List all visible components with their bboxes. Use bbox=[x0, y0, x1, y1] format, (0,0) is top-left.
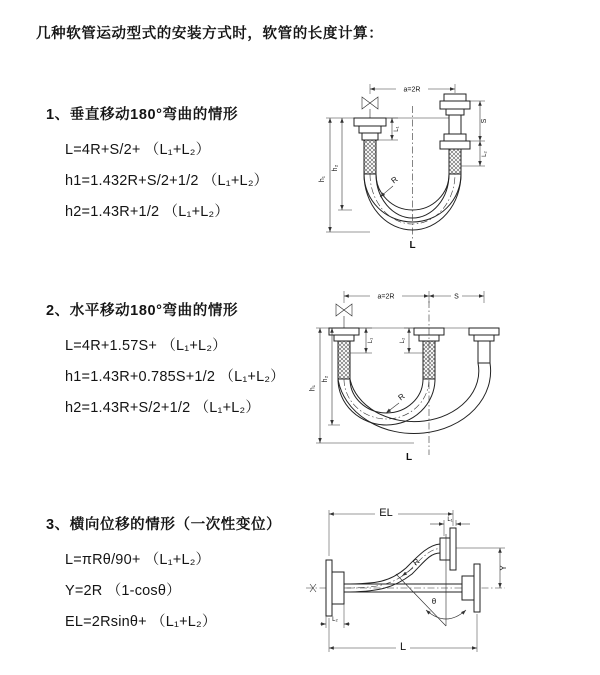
label-length: L bbox=[405, 452, 413, 463]
displaced-hose bbox=[344, 528, 456, 592]
section-horizontal-180 bbox=[46, 299, 285, 424]
dim-h2 bbox=[332, 118, 352, 210]
diagram-vertical-180-bend bbox=[312, 76, 597, 256]
left-hose-assembly bbox=[329, 328, 359, 379]
u-bend-hose bbox=[338, 363, 491, 433]
dim-label-h2: h₂ bbox=[322, 375, 329, 383]
formula-line: Y=2R （1-cosθ） bbox=[65, 583, 181, 599]
label-radius: R bbox=[396, 391, 407, 403]
dim-label-l2: L₂ bbox=[482, 151, 488, 157]
label-length: L bbox=[409, 240, 416, 251]
section-heading: 1、垂直移动180°弯曲的情形 bbox=[46, 107, 239, 123]
dim-label-el: EL bbox=[379, 507, 393, 519]
section-heading: 2、水平移动180°弯曲的情形 bbox=[46, 303, 239, 319]
label-radius: R bbox=[389, 174, 400, 186]
formula-line: L=πRθ/90+ （L₁+L₂） bbox=[65, 552, 211, 568]
left-flange bbox=[326, 560, 344, 616]
dim-a2r bbox=[370, 83, 455, 94]
section-lateral-displacement bbox=[46, 513, 281, 638]
section-vertical-180 bbox=[46, 103, 268, 228]
dim-label-l2: L₂ bbox=[400, 337, 406, 344]
formula-list bbox=[46, 331, 285, 424]
dim-label-h2: h₂ bbox=[332, 164, 339, 172]
dim-h1 bbox=[310, 328, 415, 443]
dim-a2r bbox=[344, 290, 484, 303]
diagram-lateral-displacement bbox=[298, 500, 600, 670]
formula-list bbox=[46, 545, 281, 638]
dim-label-h1: h₁ bbox=[309, 384, 317, 392]
formula-line: h2=1.43R+1/2 （L₁+L₂） bbox=[65, 204, 230, 220]
dim-label-l1: L₁ bbox=[447, 517, 453, 523]
page-title: 几种软管运动型式的安装方式时，软管的长度计算： bbox=[36, 26, 384, 42]
right-hose-assembly bbox=[440, 94, 470, 174]
formula-line: EL=2Rsinθ+ （L₁+L₂） bbox=[65, 614, 217, 630]
formula-list bbox=[46, 135, 268, 228]
length-callout bbox=[403, 451, 416, 463]
formula-line: h2=1.43R+S/2+1/2 （L₁+L₂） bbox=[65, 400, 261, 416]
dim-label-l: L bbox=[399, 641, 407, 653]
label-radius: R bbox=[411, 556, 422, 568]
dim-label-l2: L₂ bbox=[332, 617, 338, 623]
dim-label-s: S bbox=[454, 293, 459, 301]
valve-icon bbox=[336, 304, 352, 328]
dim-label-a2r: a=2R bbox=[377, 293, 395, 301]
dim-label-l1: L₁ bbox=[368, 337, 374, 344]
dim-label-h1: h₁ bbox=[319, 175, 326, 183]
label-theta: θ bbox=[431, 597, 437, 606]
diagram-horizontal-180-bend bbox=[306, 283, 596, 468]
shifted-hose-assembly bbox=[469, 328, 499, 363]
dim-s bbox=[470, 101, 488, 141]
radius-callout bbox=[380, 175, 400, 197]
length-callout bbox=[406, 239, 419, 251]
dim-l2 bbox=[320, 604, 350, 628]
dim-l bbox=[329, 614, 477, 653]
dim-label-l1: L₁ bbox=[394, 126, 400, 132]
dim-label-y: Y bbox=[499, 565, 508, 571]
dim-label-s: S bbox=[481, 118, 488, 124]
formula-line: L=4R+S/2+ （L₁+L₂） bbox=[65, 142, 211, 158]
dim-h2 bbox=[322, 328, 340, 425]
formula-line: h1=1.432R+S/2+1/2 （L₁+L₂） bbox=[65, 173, 269, 189]
dim-el bbox=[329, 505, 453, 556]
left-hose-assembly bbox=[354, 118, 386, 174]
dim-label-a2r: a=2R bbox=[403, 86, 421, 94]
radius-callout bbox=[386, 392, 407, 413]
section-heading: 3、横向位移的情形（一次性变位） bbox=[46, 517, 282, 533]
formula-line: h1=1.43R+0.785S+1/2 （L₁+L₂） bbox=[65, 369, 285, 385]
valve-icon bbox=[362, 97, 378, 118]
formula-line: L=4R+1.57S+ （L₁+L₂） bbox=[65, 338, 227, 354]
